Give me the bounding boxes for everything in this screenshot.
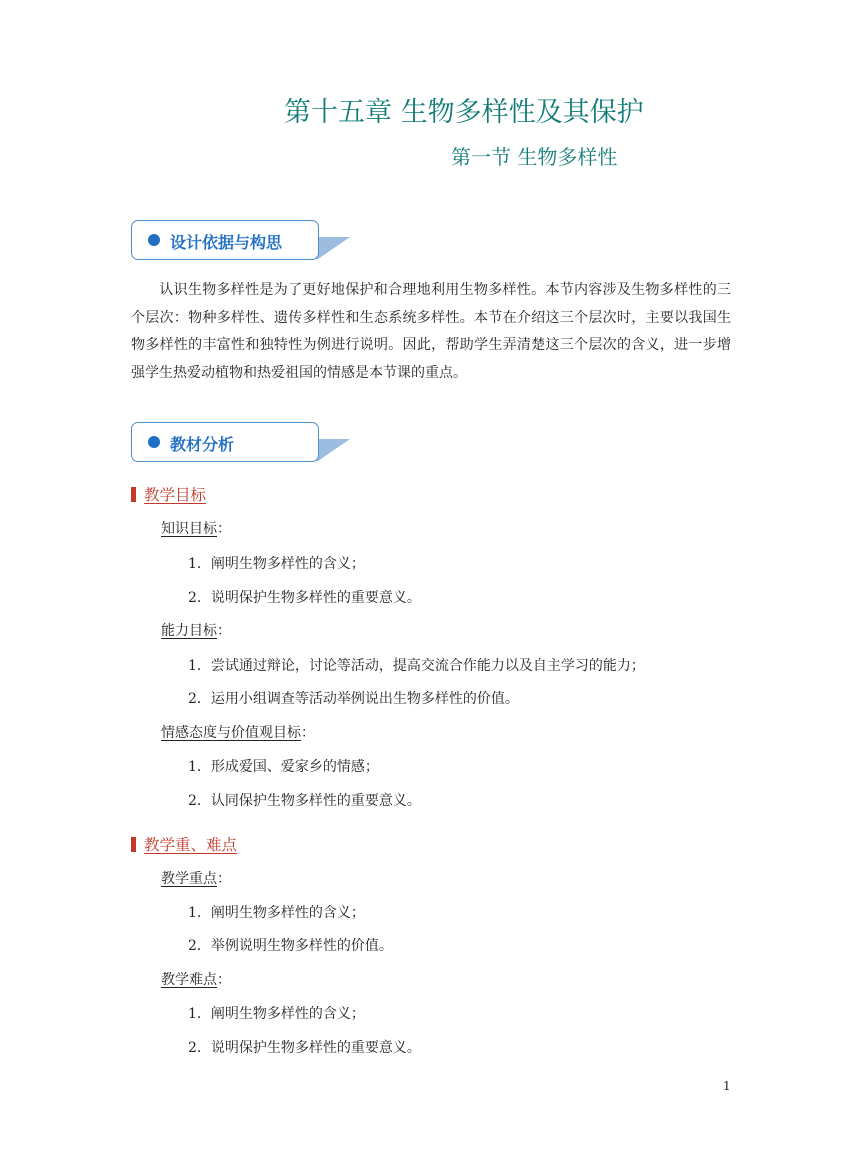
emotion-goals-label: 情感态度与价值观目标： [161,725,315,741]
page-number: 1 [723,1079,731,1093]
section-title: 第一节 生物多样性 [451,145,618,169]
ability-goals-label: 能力目标： [161,623,231,639]
textbook-analysis-tab [131,422,319,462]
list-item: 1．阐明生物多样性的含义； [188,1006,365,1022]
list-item: 1．尝试通过辩论，讨论等活动，提高交流合作能力以及自主学习的能力； [188,658,645,674]
list-item: 2．举例说明生物多样性的价值。 [188,938,393,954]
difficulty-label: 教学难点： [161,972,231,988]
design-basis-tab [131,220,319,260]
design-basis-label: 设计依据与构思 [170,233,283,252]
heading-bar-icon [131,487,136,502]
bullet-dot-icon [148,436,160,448]
list-item: 1．阐明生物多样性的含义； [188,556,365,572]
chapter-title: 第十五章 生物多样性及其保护 [284,97,644,128]
focus-label: 教学重点： [161,871,231,887]
key-points-heading: 教学重、难点 [131,833,237,855]
list-item: 2．运用小组调查等活动举例说出生物多样性的价值。 [188,691,519,707]
teaching-goals-heading: 教学目标 [131,483,206,505]
list-item: 1．形成爱国、爱家乡的情感； [188,759,379,775]
bullet-dot-icon [148,234,160,246]
heading-bar-icon [131,837,136,852]
textbook-analysis-label: 教材分析 [170,435,235,454]
list-item: 1．阐明生物多样性的含义； [188,905,365,921]
knowledge-goals-label: 知识目标： [161,521,231,537]
list-item: 2．说明保护生物多样性的重要意义。 [188,1040,421,1056]
list-item: 2．认同保护生物多样性的重要意义。 [188,793,421,809]
design-basis-paragraph: 认识生物多样性是为了更好地保护和合理地利用生物多样性。本节内容涉及生物多样性的三个层次：物种多样性、遗传多样性和生态系统多样性。本节在介绍这三个层次时，主要以我国生物多样性的丰富性和独特性为例进行说明。因此，帮助学生弄清楚这三个层次的含义，进一步增强学生热爱动植物和热爱祖国的情感是本节课的重点。 [131,282,731,381]
list-item: 2．说明保护生物多样性的重要意义。 [188,590,421,606]
